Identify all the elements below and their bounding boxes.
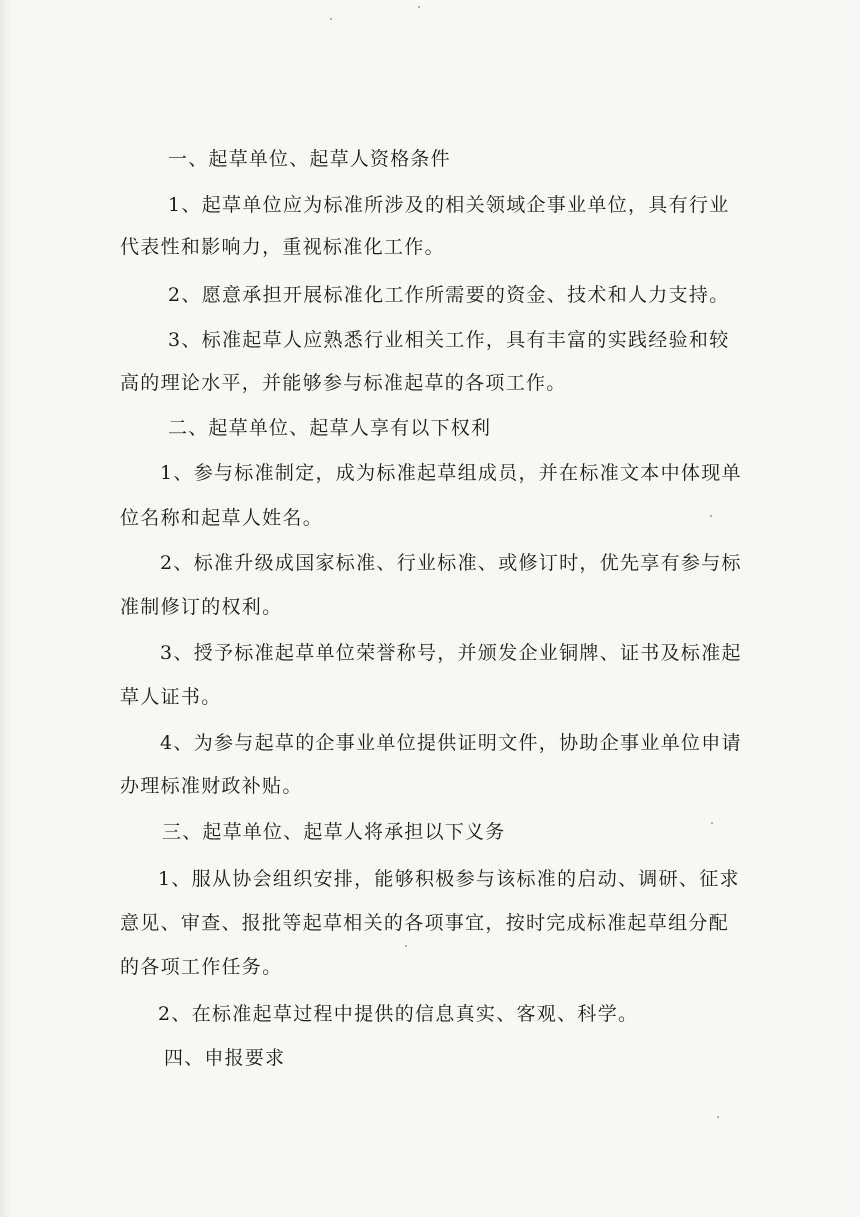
section-heading-2: 二、起草单位、起草人享有以下权利 [168, 417, 492, 439]
paragraph-line: 的各项工作任务。 [120, 956, 283, 978]
scan-speck [717, 1116, 719, 1118]
scan-speck [710, 515, 712, 517]
paragraph-line: 2、愿意承担开展标准化工作所需要的资金、技术和人力支持。 [168, 284, 730, 306]
paragraph-line: 代表性和影响力，重视标准化工作。 [120, 236, 445, 258]
section-heading-1: 一、起草单位、起草人资格条件 [168, 148, 451, 170]
paragraph-line: 准制修订的权利。 [120, 596, 283, 618]
paragraph-line: 办理标准财政补贴。 [120, 775, 303, 797]
paragraph-line: 1、服从协会组织安排，能够积极参与该标准的启动、调研、征求 [158, 868, 740, 890]
paragraph-line: 2、在标准起草过程中提供的信息真实、客观、科学。 [158, 1003, 639, 1025]
paragraph-line: 高的理论水平，并能够参与标准起草的各项工作。 [120, 372, 567, 394]
paragraph-line: 3、授予标准起草单位荣誉称号，并颁发企业铜牌、证书及标准起 [160, 642, 742, 664]
scan-speck [405, 945, 407, 947]
paragraph-line: 草人证书。 [120, 686, 222, 708]
scan-speck [330, 18, 332, 20]
scan-edge-shadow [0, 0, 12, 1217]
paragraph-line: 2、标准升级成国家标准、行业标准、或修订时，优先享有参与标 [160, 552, 742, 574]
paragraph-line: 3、标准起草人应熟悉行业相关工作，具有丰富的实践经验和较 [168, 329, 730, 351]
scan-speck [711, 822, 713, 824]
section-heading-3: 三、起草单位、起草人将承担以下义务 [162, 821, 506, 843]
section-heading-4: 四、申报要求 [164, 1047, 286, 1069]
paragraph-line: 意见、审查、报批等起草相关的各项事宜，按时完成标准起草组分配 [120, 912, 730, 934]
paragraph-line: 1、起草单位应为标准所涉及的相关领域企事业单位，具有行业 [168, 194, 730, 216]
paragraph-line: 位名称和起草人姓名。 [120, 507, 324, 529]
paragraph-line: 4、为参与起草的企事业单位提供证明文件，协助企事业单位申请 [160, 732, 742, 754]
paragraph-line: 1、参与标准制定，成为标准起草组成员，并在标准文本中体现单 [160, 462, 742, 484]
scan-speck [418, 6, 420, 8]
